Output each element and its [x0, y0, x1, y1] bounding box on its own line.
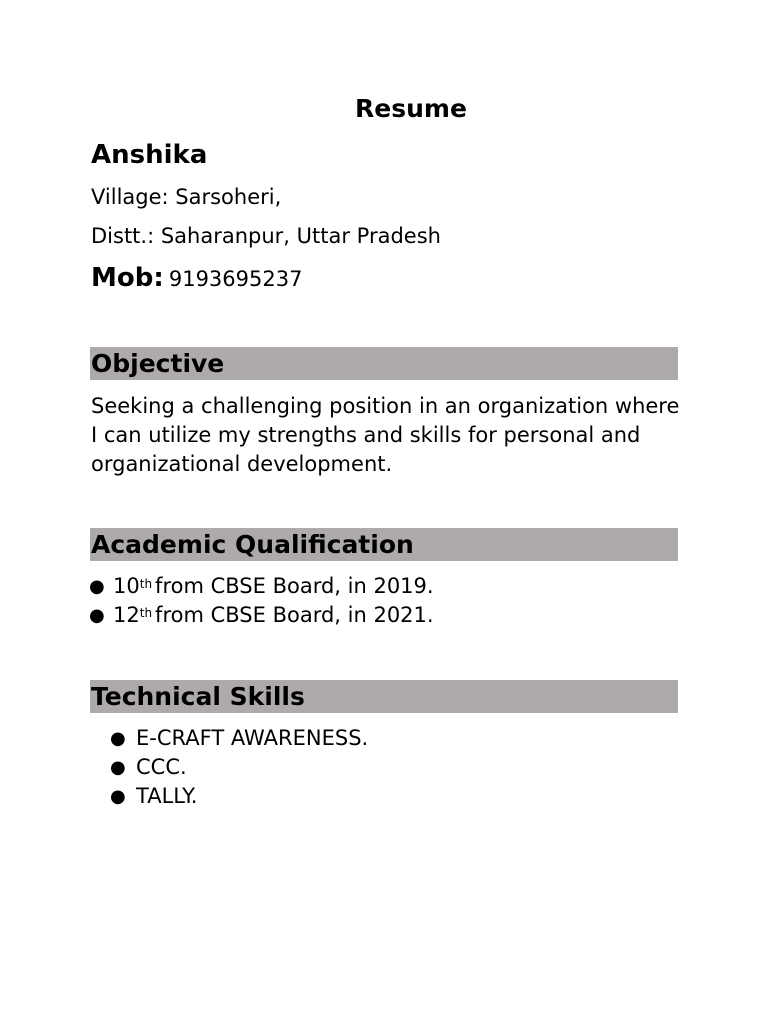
- list-item: [89, 601, 434, 630]
- list-item: [110, 724, 369, 753]
- bullet-icon: ●: [89, 576, 105, 597]
- address-district: Distt.: Saharanpur, Uttar Pradesh: [91, 224, 441, 248]
- academic-heading: Academic Qualification: [91, 530, 414, 559]
- skills-heading: Technical Skills: [91, 682, 305, 711]
- bullet-icon: ●: [110, 757, 126, 778]
- skills-list: [110, 724, 369, 811]
- grade: 12: [113, 603, 140, 627]
- skill-text: TALLY.: [136, 784, 198, 808]
- mobile-label: Mob:: [91, 263, 164, 293]
- grade-suffix: th: [139, 577, 153, 591]
- objective-heading: Objective: [91, 349, 225, 378]
- skill-text: E-CRAFT AWARENESS.: [136, 726, 369, 750]
- document-title: Resume: [355, 94, 467, 123]
- qualification-text: from CBSE Board, in 2021.: [155, 603, 434, 627]
- grade-suffix: th: [139, 606, 153, 620]
- mobile-number: 9193695237: [168, 267, 303, 291]
- skill-text: CCC.: [136, 755, 187, 779]
- list-item: [89, 572, 434, 601]
- bullet-icon: ●: [89, 605, 105, 626]
- list-item: [110, 782, 368, 811]
- qualification-text: from CBSE Board, in 2019.: [155, 574, 434, 598]
- bullet-icon: ●: [110, 786, 126, 807]
- academic-list: [89, 572, 434, 630]
- grade: 10: [113, 574, 140, 598]
- objective-text: Seeking a challenging position in an organization where I can utilize my strengths and skills for personal and organizational development.: [91, 394, 680, 476]
- mobile-line: [91, 262, 302, 297]
- candidate-name: Anshika: [91, 140, 208, 170]
- address-village: Village: Sarsoheri,: [91, 185, 282, 209]
- bullet-icon: ●: [110, 728, 126, 749]
- list-item: [110, 753, 368, 782]
